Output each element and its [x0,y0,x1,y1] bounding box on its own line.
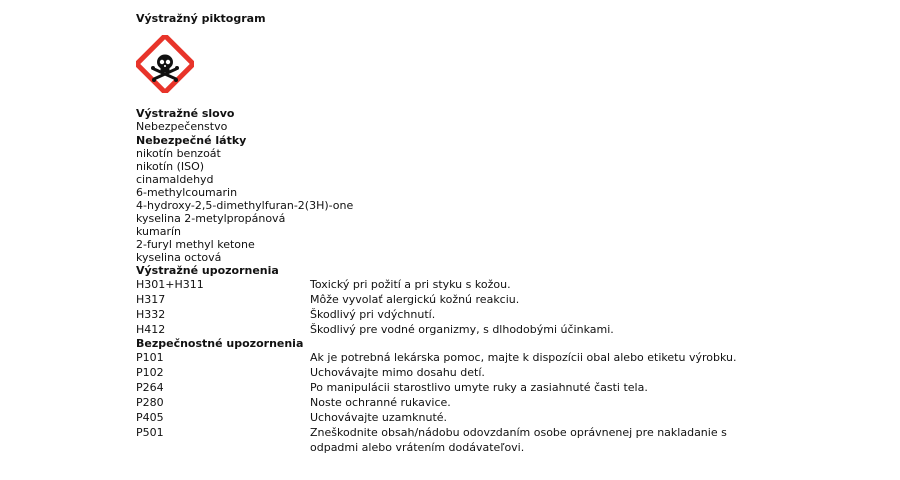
precaution-text: Uchovávajte mimo dosahu detí. [310,366,485,379]
precaution-code: P264 [136,381,164,394]
list-item: 2-furyl methyl ketone [136,238,255,251]
precaution-code: P405 [136,411,164,424]
precaution-heading: Bezpečnostné upozornenia [136,337,304,350]
hazard-code: H301+H311 [136,278,204,291]
signal-word-heading: Výstražné slovo [136,107,235,120]
signal-word: Nebezpečenstvo [136,120,228,133]
precaution-text: Zneškodnite obsah/nádobu odovzdaním osobe oprávnenej pre nakladanie s [310,426,727,439]
substances-list [136,147,756,264]
precaution-code: P501 [136,426,164,439]
hazard-text: Toxický pri požití a pri styku s kožou. [310,278,511,291]
hazard-code: H332 [136,308,166,321]
list-item: cinamaldehyd [136,173,214,186]
hazard-code: H412 [136,323,166,336]
precaution-table [136,350,756,455]
precaution-text-multiline [310,425,756,455]
list-item: kyselina octová [136,251,222,264]
precaution-code: P102 [136,366,164,379]
precaution-text-continued: odpadmi alebo vrátením dodávateľovi. [310,441,525,454]
hazard-code: H317 [136,293,166,306]
precaution-text: Ak je potrebná lekárska pomoc, majte k dispozícii obal alebo etiketu výrobku. [310,351,737,364]
precaution-text: Po manipulácii starostlivo umyte ruky a zasiahnuté časti tela. [310,381,648,394]
list-item: kumarín [136,225,182,238]
list-item: kyselina 2-metylpropánová [136,212,286,225]
precaution-code: P280 [136,396,164,409]
hazard-text: Škodlivý pri vdýchnutí. [310,308,436,321]
precaution-text: Noste ochranné rukavice. [310,396,451,409]
hazard-heading: Výstražné upozornenia [136,264,279,277]
precaution-code: P101 [136,351,164,364]
substances-heading: Nebezpečné látky [136,134,247,147]
hazard-text: Môže vyvolať alergickú kožnú reakciu. [310,293,520,306]
list-item: 6-methylcoumarin [136,186,238,199]
list-item: 4-hydroxy-2,5-dimethylfuran-2(3H)-one [136,199,354,212]
skull-crossbones-icon [136,35,194,93]
hazard-text: Škodlivý pre vodné organizmy, s dlhodobými účinkami. [310,323,614,336]
pictogram-heading: Výstražný piktogram [136,12,266,25]
list-item: nikotín benzoát [136,147,221,160]
safety-label [136,12,756,455]
list-item: nikotín (ISO) [136,160,205,173]
hazard-table [136,277,756,337]
precaution-text: Uchovávajte uzamknuté. [310,411,448,424]
